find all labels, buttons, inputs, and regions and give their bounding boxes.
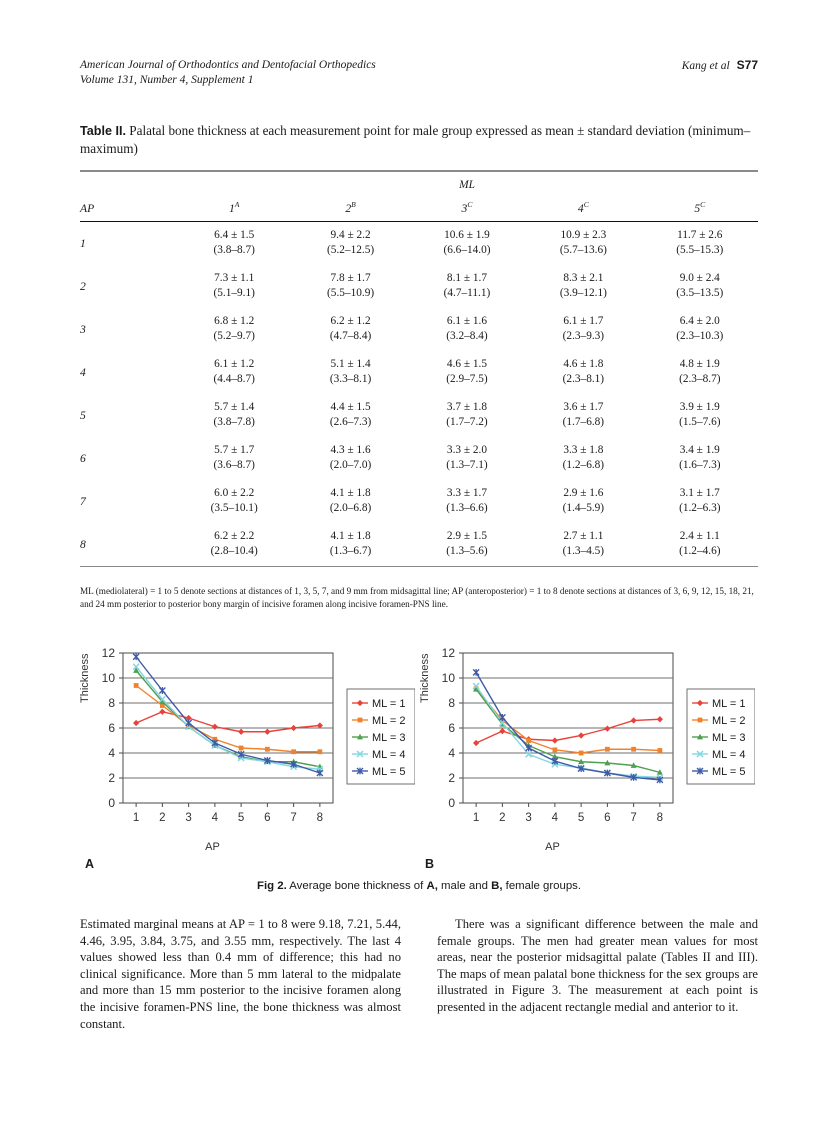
- cell-range: (5.5–10.9): [327, 287, 375, 300]
- cell-range: (1.7–6.8): [562, 416, 605, 429]
- chart-a-y-axis-label: Thickness: [79, 653, 91, 703]
- journal-info: [80, 58, 376, 88]
- cell-mean: 8.1 ± 1.7: [446, 271, 488, 284]
- palatal-thickness-table: [80, 170, 758, 567]
- row-label-ap-3: 3: [80, 322, 86, 336]
- cell-range: (1.5–7.6): [679, 416, 721, 429]
- cell-mean: 2.9 ± 1.5: [446, 529, 488, 542]
- col-sup: C: [583, 200, 589, 209]
- journal-volume: Volume 131, Number 4, Supplement 1: [80, 74, 254, 86]
- cell-mean: 4.3 ± 1.6: [330, 443, 371, 456]
- cell-mean: 9.0 ± 2.4: [679, 271, 720, 284]
- y-tick-label-6: 6: [108, 721, 115, 735]
- cell-ap2-ml1: [176, 265, 292, 308]
- cell-ap3-ml2: [292, 308, 408, 351]
- cell-range: (2.0–7.0): [329, 459, 372, 472]
- cell-mean: 4.8 ± 1.9: [679, 357, 720, 370]
- cell-ap8-ml4: [525, 523, 641, 567]
- legend-label-2: ML = 2: [372, 715, 406, 727]
- x-tick-label-1: 1: [132, 812, 140, 824]
- cell-mean: 6.2 ± 1.2: [330, 314, 371, 327]
- column-header-ml1: [176, 200, 292, 221]
- legend-label-1: ML = 1: [372, 698, 406, 710]
- running-head: [80, 58, 758, 88]
- cell-ap7-ml5: [642, 480, 758, 523]
- chart-panel-a: [79, 645, 415, 875]
- panel-label-a: A: [85, 857, 95, 871]
- cell-mean: 7.8 ± 1.7: [330, 271, 371, 284]
- ap-column-header: AP: [80, 201, 95, 215]
- page-number: S77: [736, 58, 758, 72]
- cell-ap2-ml2: [292, 265, 408, 308]
- cell-range: (1.2–6.3): [679, 502, 721, 515]
- y-tick-label-2: 2: [108, 771, 115, 785]
- figure-2: [80, 645, 758, 885]
- cell-range: (3.2–8.4): [446, 330, 488, 343]
- data-point-marker: [265, 747, 270, 752]
- cell-mean: 5.7 ± 1.4: [214, 400, 255, 413]
- figure-caption-b: B,: [491, 880, 503, 892]
- cell-mean: 6.0 ± 2.2: [214, 486, 255, 499]
- figure-caption-a: A,: [426, 880, 438, 892]
- col-sup: C: [467, 200, 473, 209]
- cell-ap1-ml4: [525, 221, 641, 265]
- cell-mean: 3.6 ± 1.7: [563, 400, 604, 413]
- cell-range: (3.8–8.7): [213, 244, 255, 257]
- cell-ap7-ml1: [176, 480, 292, 523]
- cell-mean: 6.4 ± 1.5: [214, 228, 255, 241]
- y-tick-label-8: 8: [448, 696, 455, 710]
- cell-ap2-ml3: [409, 265, 525, 308]
- figure-label: Fig 2.: [256, 880, 287, 892]
- cell-ap6-ml1: [176, 437, 292, 480]
- data-point-marker: [317, 749, 322, 754]
- cell-mean: 3.3 ± 1.8: [563, 443, 604, 456]
- cell-mean: 3.3 ± 2.0: [446, 443, 488, 456]
- cell-mean: 6.1 ± 1.2: [214, 357, 255, 370]
- chart-a-x-axis-label: AP: [205, 841, 220, 853]
- table-body: [80, 221, 758, 566]
- cell-mean: 6.4 ± 2.0: [679, 314, 720, 327]
- body-column-right: [437, 916, 758, 1032]
- row-label-ap-8: 8: [80, 537, 86, 551]
- table-footnote: ML (mediolateral) = 1 to 5 denote sections at distances of 1, 3, 5, 7, and 9 mm from midsagittal line; AP (anteroposterior) = 1 to 8 denote sections at distances of 3, 6, 9, 12, 15, 18, 21, and 24 mm posterior to posterior bony margin of incisive foramen along incisive foramen-PNS line.: [80, 586, 754, 609]
- table-row: [80, 523, 758, 567]
- table-row: [80, 394, 758, 437]
- cell-mean: 3.7 ± 1.8: [446, 400, 488, 413]
- col-sup: C: [700, 200, 706, 209]
- cell-range: (2.8–10.4): [210, 545, 258, 558]
- col-label: 4: [577, 201, 584, 215]
- cell-ap4-ml4: [525, 351, 641, 394]
- cell-ap7-ml3: [409, 480, 525, 523]
- column-header-ml4: [525, 200, 641, 221]
- y-tick-label-10: 10: [101, 671, 115, 685]
- legend-label-5: ML = 5: [712, 766, 746, 778]
- cell-range: (2.3–8.1): [562, 373, 605, 386]
- cell-range: (1.2–4.6): [679, 545, 721, 558]
- cell-mean: 2.9 ± 1.6: [563, 486, 604, 499]
- cell-range: (5.2–9.7): [213, 330, 255, 343]
- cell-mean: 3.3 ± 1.7: [446, 486, 488, 499]
- cell-range: (1.3–5.6): [446, 545, 488, 558]
- row-label-ap-4: 4: [80, 365, 86, 379]
- cell-ap2-ml4: [525, 265, 641, 308]
- cell-mean: 4.1 ± 1.8: [330, 529, 371, 542]
- page-header-right: [682, 58, 758, 74]
- cell-mean: 9.4 ± 2.2: [330, 228, 371, 241]
- cell-range: (6.6–14.0): [443, 244, 491, 257]
- cell-ap7-ml4: [525, 480, 641, 523]
- cell-ap5-ml5: [642, 394, 758, 437]
- table-group-header-row: [80, 171, 758, 200]
- x-tick-label-7: 7: [290, 812, 297, 824]
- cell-range: (3.9–12.1): [559, 287, 607, 300]
- cell-ap3-ml4: [525, 308, 641, 351]
- cell-ap6-ml2: [292, 437, 408, 480]
- cell-ap7-ml2: [292, 480, 408, 523]
- body-column-left: [80, 916, 401, 1032]
- cell-ap1-ml3: [409, 221, 525, 265]
- cell-range: (1.3–6.7): [329, 545, 372, 558]
- author-names: Kang et al: [681, 60, 730, 72]
- row-label-ap-5: 5: [80, 408, 86, 422]
- x-tick-label-5: 5: [577, 812, 585, 824]
- x-tick-label-5: 5: [237, 812, 245, 824]
- legend-label-4: ML = 4: [712, 749, 746, 761]
- legend-label-5: ML = 5: [372, 766, 406, 778]
- cell-range: (1.3–4.5): [562, 545, 605, 558]
- data-point-marker: [552, 747, 557, 752]
- table-caption: Palatal bone thickness at each measurement point for male group expressed as mean ± standard deviation (minimum–maximum): [80, 123, 751, 156]
- cell-ap8-ml5: [642, 523, 758, 567]
- legend-label-1: ML = 1: [712, 698, 746, 710]
- data-point-marker: [657, 748, 662, 753]
- cell-range: (1.6–7.3): [679, 459, 721, 472]
- data-point-marker: [291, 749, 296, 754]
- cell-range: (1.3–6.6): [446, 502, 488, 515]
- col-label: 5: [694, 201, 701, 215]
- column-header-ml2: [292, 200, 408, 221]
- cell-mean: 8.3 ± 2.1: [563, 271, 604, 284]
- cell-mean: 5.1 ± 1.4: [330, 357, 371, 370]
- cell-range: (1.4–5.9): [562, 502, 605, 515]
- cell-mean: 6.1 ± 1.7: [563, 314, 604, 327]
- cell-ap5-ml2: [292, 394, 408, 437]
- x-tick-label-1: 1: [472, 812, 480, 824]
- cell-ap5-ml4: [525, 394, 641, 437]
- cell-range: (2.9–7.5): [446, 373, 488, 386]
- column-header-ml5: [642, 200, 758, 221]
- table-title: [80, 122, 758, 158]
- cell-ap4-ml1: [176, 351, 292, 394]
- table-row: [80, 221, 758, 265]
- cell-range: (1.3–7.1): [446, 459, 488, 472]
- table-row: [80, 480, 758, 523]
- row-label-ap-7: 7: [80, 494, 86, 508]
- cell-range: (3.3–8.1): [329, 373, 372, 386]
- cell-mean: 6.1 ± 1.6: [446, 314, 488, 327]
- cell-ap5-ml3: [409, 394, 525, 437]
- col-label: 1: [228, 201, 235, 215]
- cell-mean: 3.4 ± 1.9: [679, 443, 720, 456]
- x-tick-label-3: 3: [525, 812, 532, 824]
- row-label-ap-6: 6: [80, 451, 86, 465]
- cell-mean: 2.7 ± 1.1: [563, 529, 604, 542]
- x-tick-label-6: 6: [604, 812, 611, 824]
- chart-b-x-axis-label: AP: [545, 841, 560, 853]
- chart-b-y-axis-label: Thickness: [419, 653, 431, 703]
- col-sup: A: [234, 200, 240, 209]
- cell-range: (4.7–8.4): [329, 330, 372, 343]
- y-tick-label-8: 8: [108, 696, 115, 710]
- cell-mean: 6.2 ± 2.2: [214, 529, 255, 542]
- cell-mean: 10.6 ± 1.9: [444, 228, 490, 241]
- figure-caption-part2: male and: [437, 880, 492, 892]
- cell-ap1-ml2: [292, 221, 408, 265]
- cell-ap4-ml3: [409, 351, 525, 394]
- cell-mean: 7.3 ± 1.1: [214, 271, 255, 284]
- col-label: 3: [461, 201, 468, 215]
- cell-mean: 10.9 ± 2.3: [560, 228, 607, 241]
- cell-mean: 4.6 ± 1.8: [563, 357, 604, 370]
- figure-caption: [80, 880, 758, 892]
- x-tick-label-3: 3: [185, 812, 192, 824]
- cell-ap5-ml1: [176, 394, 292, 437]
- data-point-marker: [358, 718, 363, 723]
- group-header-spacer: [80, 171, 176, 200]
- figure-caption-part1: Average bone thickness of: [286, 880, 427, 892]
- cell-mean: 3.1 ± 1.7: [679, 486, 720, 499]
- cell-range: (2.3–8.7): [679, 373, 721, 386]
- cell-mean: 4.4 ± 1.5: [330, 400, 371, 413]
- cell-range: (2.3–10.3): [676, 330, 724, 343]
- body-text: [80, 916, 758, 1032]
- y-tick-label-6: 6: [448, 721, 455, 735]
- chart-a-plot: [85, 645, 415, 845]
- paragraph-right: There was a significant difference between the male and female groups. The men had greater mean values for most areas, near the posterior midsagittal palate (Tables II and III). The maps of mean palatal bone thickness for the sex groups are illustrated in Figure 3. The measurement at each point is presented in the adjacent rectangle medial and anterior to it.: [437, 917, 758, 1014]
- data-point-marker: [631, 747, 636, 752]
- y-tick-label-10: 10: [441, 671, 455, 685]
- y-tick-label-4: 4: [108, 746, 115, 760]
- row-label-ap-1: 1: [80, 236, 86, 250]
- cell-range: (3.8–7.8): [213, 416, 255, 429]
- x-tick-label-2: 2: [499, 812, 506, 824]
- cell-range: (3.5–10.1): [210, 502, 258, 515]
- cell-range: (5.7–13.6): [559, 244, 607, 257]
- cell-ap1-ml1: [176, 221, 292, 265]
- cell-range: (1.2–6.8): [562, 459, 605, 472]
- table-column-header-row: [80, 200, 758, 221]
- chart-panel-b: [419, 645, 755, 875]
- panel-label-b: B: [425, 857, 435, 871]
- table-label: Table II.: [80, 124, 126, 138]
- y-tick-label-0: 0: [108, 796, 115, 810]
- cell-ap8-ml1: [176, 523, 292, 567]
- journal-name: American Journal of Orthodontics and Dentofacial Orthopedics: [80, 59, 376, 71]
- data-point-marker: [698, 718, 703, 723]
- cell-ap3-ml1: [176, 308, 292, 351]
- table-container: [80, 170, 758, 567]
- cell-range: (2.6–7.3): [329, 416, 372, 429]
- cell-range: (2.0–6.8): [329, 502, 372, 515]
- cell-ap4-ml5: [642, 351, 758, 394]
- x-tick-label-7: 7: [630, 812, 637, 824]
- legend-label-3: ML = 3: [712, 732, 746, 744]
- legend-label-2: ML = 2: [712, 715, 746, 727]
- data-point-marker: [605, 747, 610, 752]
- col-sup: B: [351, 200, 356, 209]
- y-tick-label-12: 12: [441, 646, 455, 660]
- cell-mean: 6.8 ± 1.2: [214, 314, 255, 327]
- cell-mean: 5.7 ± 1.7: [214, 443, 255, 456]
- ml-group-header: ML: [459, 179, 475, 191]
- table-head: [80, 171, 758, 221]
- cell-range: (1.7–7.2): [446, 416, 488, 429]
- cell-ap8-ml2: [292, 523, 408, 567]
- cell-mean: 4.1 ± 1.8: [330, 486, 371, 499]
- y-tick-label-12: 12: [101, 646, 115, 660]
- x-tick-label-6: 6: [264, 812, 271, 824]
- cell-range: (5.2–12.5): [327, 244, 375, 257]
- chart-b-plot: [425, 645, 755, 845]
- x-tick-label-8: 8: [656, 812, 664, 824]
- cell-mean: 11.7 ± 2.6: [677, 228, 723, 241]
- cell-range: (5.5–15.3): [676, 244, 724, 257]
- figure-caption-part3: female groups.: [502, 880, 582, 892]
- x-tick-label-8: 8: [316, 812, 324, 824]
- cell-ap6-ml4: [525, 437, 641, 480]
- cell-ap2-ml5: [642, 265, 758, 308]
- table-row: [80, 437, 758, 480]
- legend-label-3: ML = 3: [372, 732, 406, 744]
- cell-range: (3.5–13.5): [676, 287, 724, 300]
- cell-ap1-ml5: [642, 221, 758, 265]
- cell-range: (2.3–9.3): [562, 330, 605, 343]
- cell-ap3-ml3: [409, 308, 525, 351]
- cell-mean: 3.9 ± 1.9: [679, 400, 720, 413]
- cell-ap4-ml2: [292, 351, 408, 394]
- paragraph-left: Estimated marginal means at AP = 1 to 8 were 9.18, 7.21, 5.44, 4.46, 3.95, 3.84, 3.75, and 3.55 mm, respectively. The last 4 values showed less than 0.4 mm of difference; this had no clinical significance. More than 5 mm lateral to the midpalate and more than 15 mm posterior to the incisive foramen along the incisive foramen-PNS line, the bone thickness was almost constant.: [80, 917, 401, 1031]
- col-label: 2: [345, 201, 352, 215]
- y-tick-label-2: 2: [448, 771, 455, 785]
- x-tick-label-2: 2: [159, 812, 166, 824]
- cell-ap8-ml3: [409, 523, 525, 567]
- data-point-marker: [579, 751, 584, 756]
- column-header-ml3: [409, 200, 525, 221]
- y-tick-label-0: 0: [448, 796, 455, 810]
- table-row: [80, 308, 758, 351]
- table-row: [80, 265, 758, 308]
- x-tick-label-4: 4: [211, 812, 219, 824]
- cell-mean: 2.4 ± 1.1: [679, 529, 720, 542]
- cell-ap6-ml5: [642, 437, 758, 480]
- table-row: [80, 351, 758, 394]
- data-point-marker: [239, 746, 244, 751]
- cell-range: (4.4–8.7): [213, 373, 255, 386]
- cell-ap6-ml3: [409, 437, 525, 480]
- data-point-marker: [134, 683, 139, 688]
- cell-ap3-ml5: [642, 308, 758, 351]
- cell-range: (5.1–9.1): [213, 287, 255, 300]
- cell-range: (4.7–11.1): [443, 287, 491, 300]
- legend-label-4: ML = 4: [372, 749, 406, 761]
- data-point-marker: [526, 738, 531, 743]
- x-tick-label-4: 4: [551, 812, 559, 824]
- cell-range: (3.6–8.7): [213, 459, 255, 472]
- y-tick-label-4: 4: [448, 746, 455, 760]
- cell-mean: 4.6 ± 1.5: [446, 357, 488, 370]
- row-label-ap-2: 2: [80, 279, 86, 293]
